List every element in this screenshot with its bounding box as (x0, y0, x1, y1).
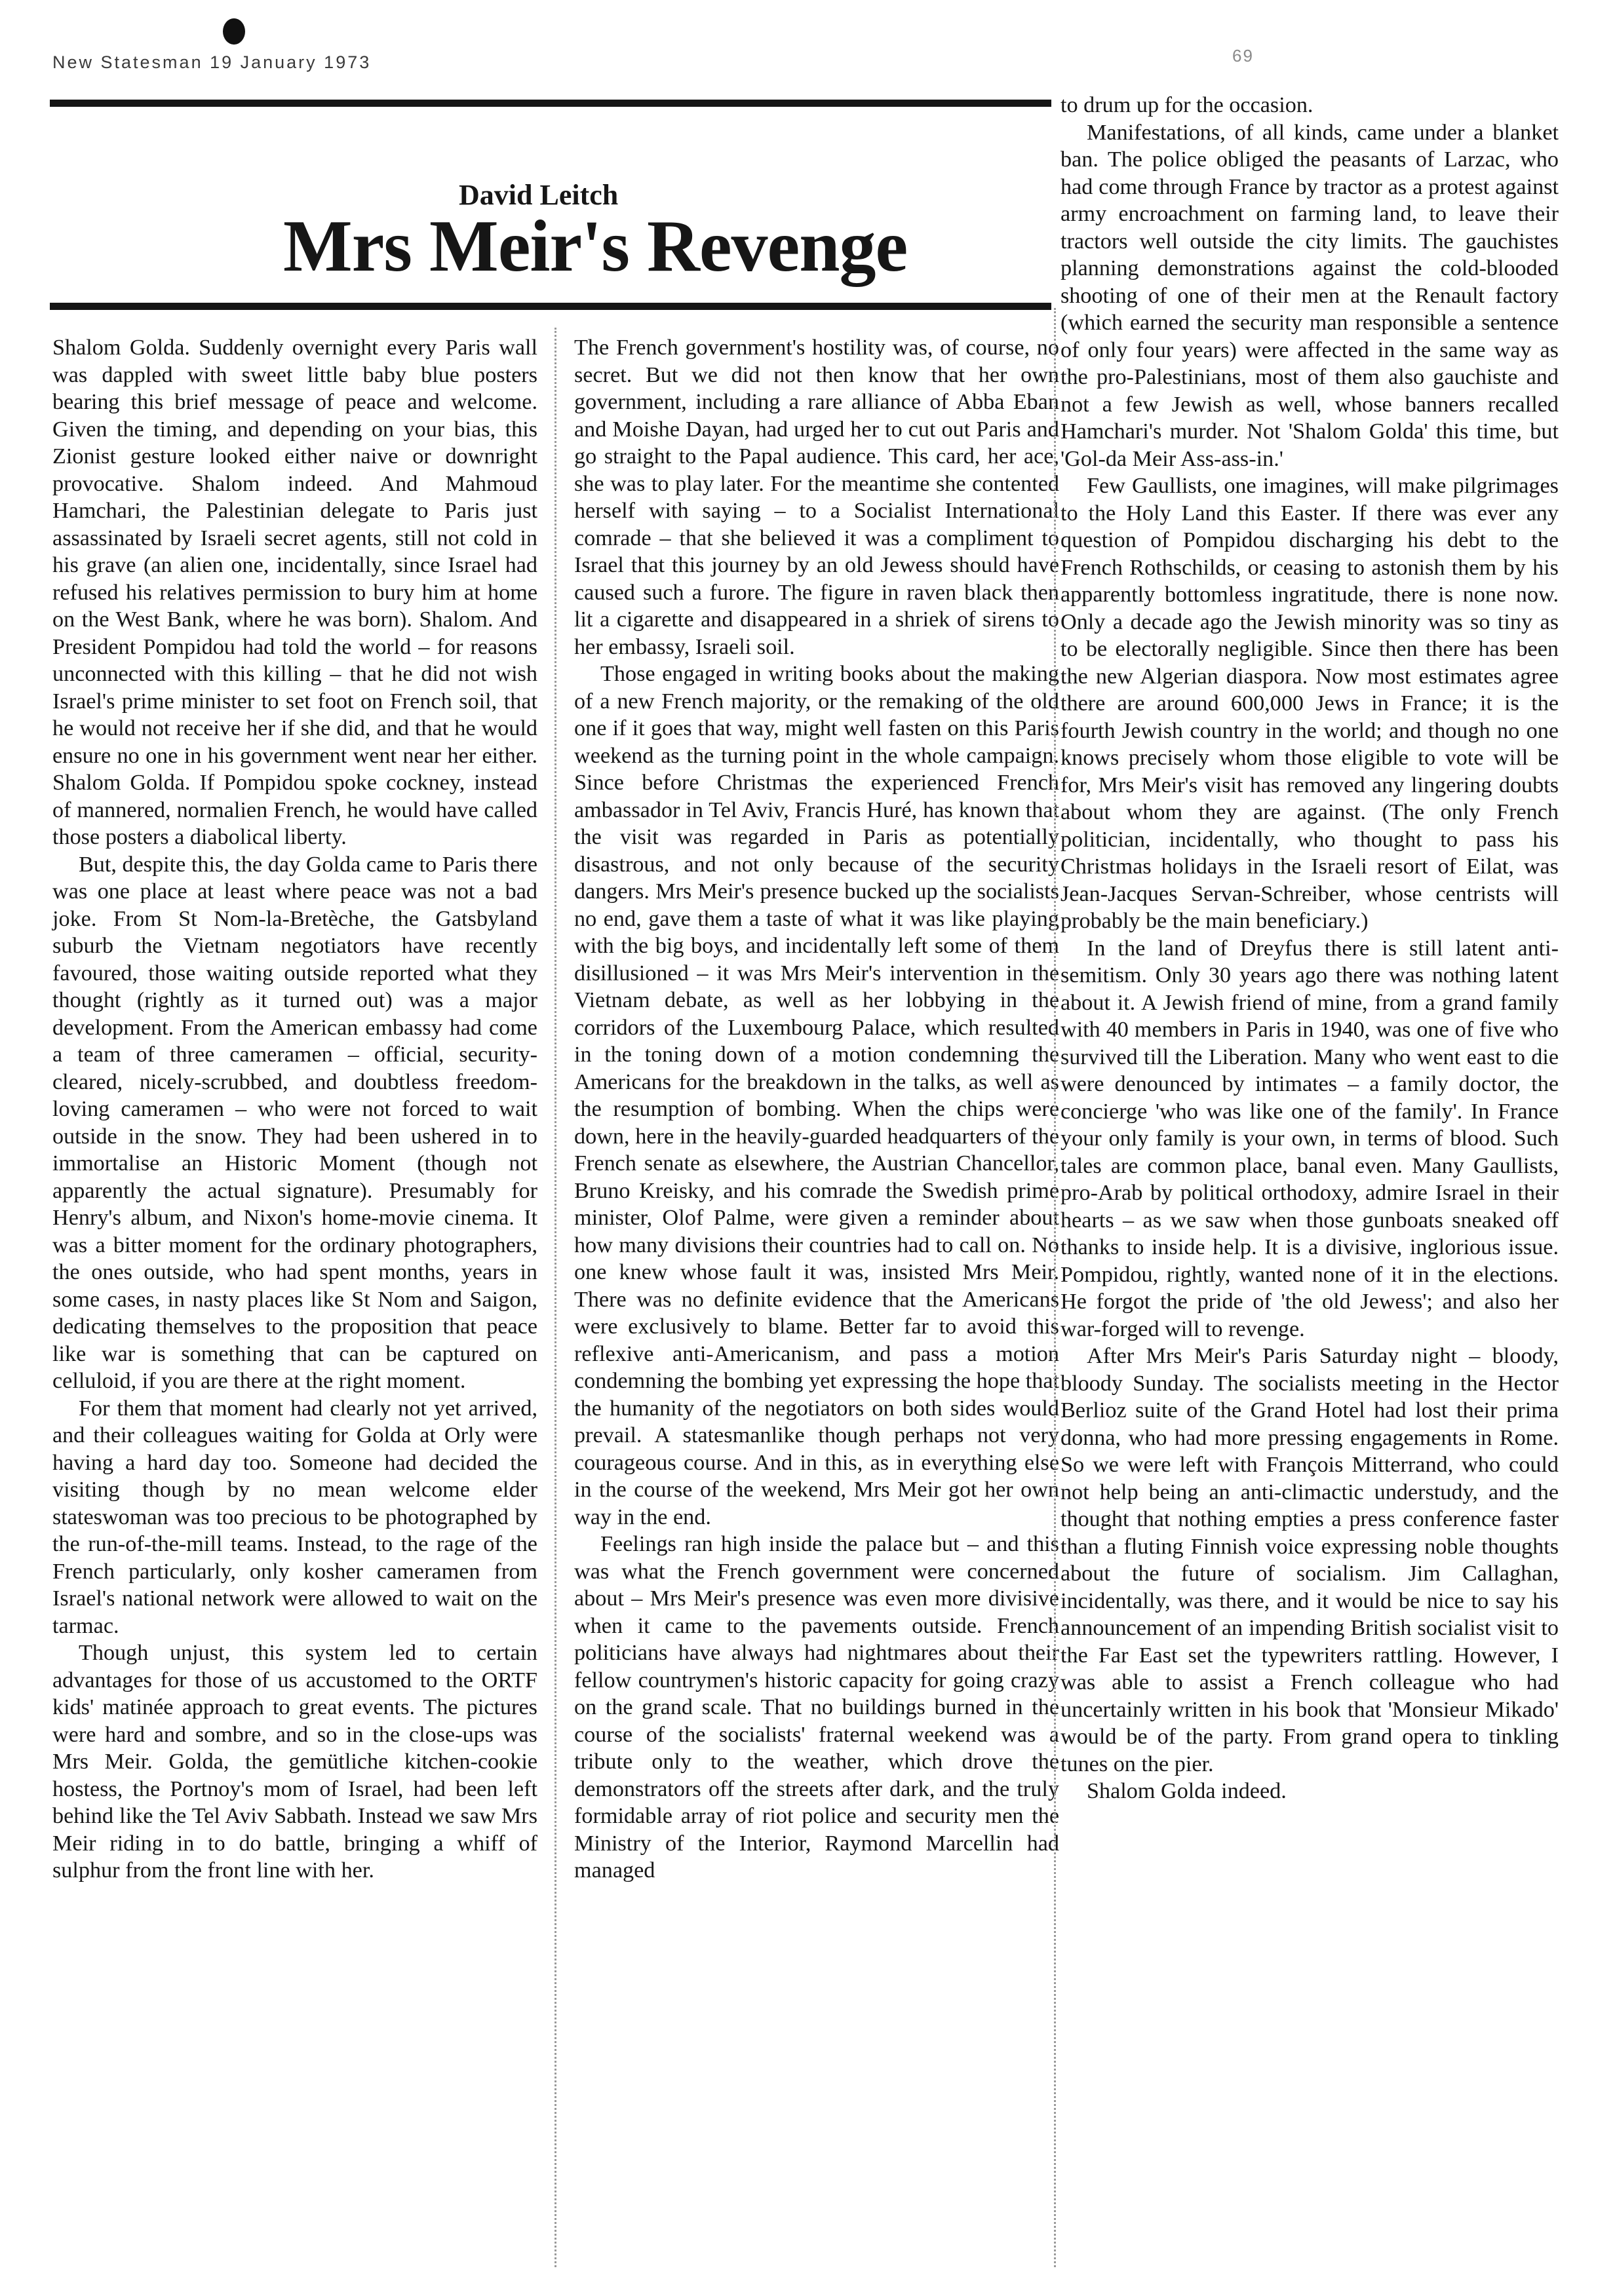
paragraph: Manifestations, of all kinds, came under a blanket ban. The police obliged the peasants of Larzac, who had come through France by tractor as a protest against army encroachment on farming land, to leave their tractors well outside the city limits. The gauchistes planning demonstrations against the cold-blooded shooting of one of their men at the Renault factory (which earned the security man responsible a sentence of only four years) were affected in the same way as the pro-Palestinians, most of them also gauchiste and not a few Jewish as well, whose banners recalled Hamchari's murder. Not 'Shalom Golda' this time, but 'Gol-da Meir Ass-ass-in.' (1060, 120, 1559, 471)
paragraph: Shalom Golda indeed. (1087, 1779, 1287, 1803)
ink-blot (223, 18, 245, 45)
headline: Mrs Meir's Revenge (283, 206, 908, 287)
paragraph: Shalom Golda. Suddenly overnight every Paris wall was dappled with sweet little baby blue posters bearing this brief message of peace and welcome. Given the timing, and depending on your bias, this Zionist gesture looked either naive or downright provocative. Shalom indeed. And Mahmoud Hamchari, the Palestinian delegate to Paris just assassinated by Israeli secret agents, still not cold in his grave (an alien one, incidentally, since Israel had refused his relatives permission to bury him at home on the West Bank, where he was born). Shalom. And President Pompidou had told the world – for reasons unconnected with this killing – that he did not wish Israel's prime minister to set foot on French soil, that he would not receive her if she did, and that he would ensure no one in his government went near her either. Shalom Golda. If Pompidou spoke cockney, instead of mannered, normalien French, he would have called those posters a diabolical liberty. (52, 335, 537, 849)
paragraph: Though unjust, this system led to certain advantages for those of us accustomed to the ORTF kids' matinée approach to great events. The pictures were hard and sombre, and so in the close-ups was Mrs Meir. Golda, the gemütliche kitchen-cookie hostess, the Portnoy's mom of Israel, had been left behind like the Tel Aviv Sabbath. Instead we saw Mrs Meir riding in to do battle, bringing a whiff of sulphur from the front line with her. (52, 1641, 537, 1883)
column-separator (555, 328, 556, 2267)
paragraph: For them that moment had clearly not yet arrived, and their colleagues waiting for Golda at Orly were having a hard day too. Someone had decided the visiting though by no mean welcome elder stateswoman was too precious to be photographed by the run-of-the-mill teams. Instead, to the rage of the French particularly, only kosher cameramen from Israel's national network were allowed to wait on the tarmac. (52, 1396, 537, 1638)
page-folio: 69 (1232, 46, 1254, 66)
paragraph: The French government's hostility was, of course, no secret. But we did not then know that her own government, including a rare alliance of Abba Eban and Moishe Dayan, had urged her to cut out Paris and go straight to the Papal audience. This card, her ace, she was to play later. For the meantime she contented herself with saying – to a Socialist International comrade – that she believed it was a compliment to Israel that this journey by an old Jewess should have caused such a furore. The figure in raven black then lit a cigarette and disappeared in a shriek of sirens to her embassy, Israeli soil. (574, 335, 1059, 659)
top-rule (50, 100, 1051, 107)
paragraph: Feelings ran high inside the palace but – and this was what the French government were concerned about – Mrs Meir's presence was even more divisive when it came to the pavements outside. French politicians have always had nightmares about their fellow countrymen's historic capacity for going crazy on the grand scale. That no buildings burned in the course of the socialists' fraternal weekend was a tribute only to the weather, which drove the demonstrators off the streets after dark, and the truly formidable array of riot police and security men the Ministry of the Interior, Raymond Marcellin had managed (574, 1532, 1059, 1883)
article-column-2 (574, 334, 1059, 2261)
title-rule (50, 303, 1051, 310)
column-separator (1054, 308, 1056, 2267)
paragraph: After Mrs Meir's Paris Saturday night – bloody, bloody Sunday. The socialists meeting in the Hector Berlioz suite of the Grand Hotel had lost their prima donna, who had more pressing engagements in Rome. So we were left with François Mitterrand, who could not help being an anti-climactic understudy, and the thought that nothing empties a press conference faster than a fluting Finnish voice expressing noble thoughts about the future of socialism. Jim Callaghan, incidentally, was there, and it would be nice to say his announcement of an impending British socialist visit to the Far East set the typewriters rattling. However, I was able to assist a French colleague who had uncertainly written in his book that 'Monsieur Mikado' would be of the party. From grand opera to tinkling tunes on the pier. (1060, 1344, 1559, 1776)
article-column-1 (52, 334, 537, 2261)
paragraph: to drum up for the occasion. (1060, 93, 1313, 117)
paragraph: Those engaged in writing books about the making of a new French majority, or the remaking of the old one if it goes that way, might well fasten on this Paris weekend as the turning point in the whole campaign. Since before Christmas the experienced French ambassador in Tel Aviv, Francis Huré, has known that the visit was regarded in Paris as potentially disastrous, and not only because of the security dangers. Mrs Meir's presence bucked up the socialists no end, gave them a taste of what it was like playing with the big boys, and incidentally left some of them disillusioned – it was Mrs Meir's intervention in the Vietnam debate, as well as her lobbying in the corridors of the Luxembourg Palace, which resulted in the toning down of a motion condemning the Americans for the breakdown in the talks, as well as the resumption of bombing. When the chips were down, here in the heavily-guarded headquarters of the French senate as elsewhere, the Austrian Chancellor, Bruno Kreisky, and his comrade the Swedish prime minister, Olof Palme, were given a reminder about how many divisions their countries had to call on. No one knew whose fault it was, insisted Mrs Meir. There was no definite evidence that the Americans were exclusively to blame. Better far to avoid this reflexive anti-Americanism, and pass a motion condemning the bombing yet expressing the hope that the humanity of the negotiators on both sides would prevail. A statesmanlike though perhaps not very courageous course. And in this, as in everything else in the course of the weekend, Mrs Meir got her own way in the end. (574, 662, 1059, 1529)
masthead-line: New Statesman 19 January 1973 (52, 52, 372, 72)
byline: David Leitch (459, 179, 619, 211)
paragraph: Few Gaullists, one imagines, will make pilgrimages to the Holy Land this Easter. If there was ever any question of Pompidou discharging his debt to the French Rothschilds, or ceasing to astonish them by his apparently bottomless ingratitude, there is none now. Only a decade ago the Jewish minority was so tiny as to be electorally negligible. Since then there has been the new Algerian diaspora. Now most estimates agree there are around 600,000 Jews in France; it is the fourth Jewish country in the world; and though no one knows precisely whom those eligible to vote will be for, Mrs Meir's visit has removed any lingering doubts about whom they are against. (The only French politician, incidentally, who thought to pass his Christmas holidays in the Israeli resort of Eilat, was Jean-Jacques Servan-Schreiber, whose centrists will probably be the main beneficiary.) (1060, 474, 1559, 933)
article-column-3 (1060, 92, 1559, 2261)
paragraph: In the land of Dreyfus there is still latent anti-semitism. Only 30 years ago there was nothing latent about it. A Jewish friend of mine, from a grand family with 40 members in Paris in 1940, was one of five who survived till the Liberation. Many who went east to die were denounced by intimates – a family doctor, the concierge 'who was like one of the family'. In France your only family is your own, in terms of blood. Such tales are common place, banal even. Many Gaullists, pro-Arab by political orthodoxy, admire Israel in their hearts – as we saw when those gunboats sneaked off thanks to inside help. It is a divisive, inglorious issue. Pompidou, rightly, wanted none of it in the elections. He forgot the pride of 'the old Jewess'; and also her war-forged will to revenge. (1060, 936, 1559, 1341)
paragraph: But, despite this, the day Golda came to Paris there was one place at least where peace was not a bad joke. From St Nom-la-Bretèche, the Gatsbyland suburb the Vietnam negotiators have recently favoured, those waiting outside reported what they thought (rightly as it turned out) was a major development. From the American embassy had come a team of three cameramen – official, security-cleared, nicely-scrubbed, and doubtless freedom-loving cameramen – who were not forced to wait outside in the snow. They had been ushered in to immortalise an Historic Moment (though not apparently the actual signature). Presumably for Henry's album, and Nixon's home-movie cinema. It was a bitter moment for the ordinary photographers, the ones outside, who had spent months, years in some cases, in nasty places like St Nom and Saigon, dedicating themselves to the proposition that peace like war is something that can be captured on celluloid, if you are there at the right moment. (52, 852, 537, 1393)
